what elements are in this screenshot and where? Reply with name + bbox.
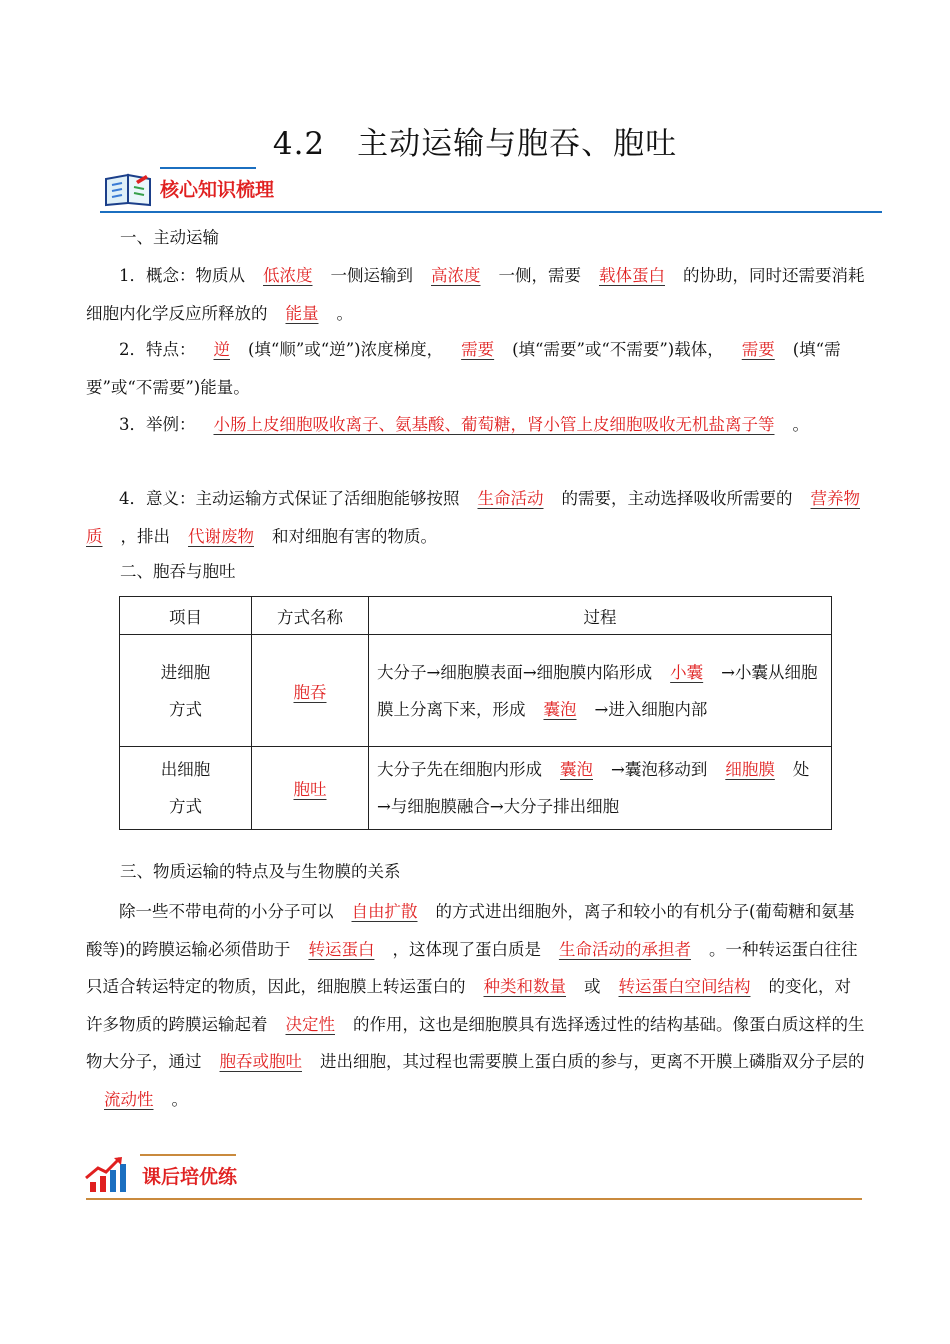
answer-blank: 低浓度	[263, 266, 313, 285]
answer-blank: 流动性	[104, 1089, 154, 1109]
answer-blank: 转运蛋白	[308, 939, 375, 959]
answer-blank: 囊泡	[560, 760, 593, 779]
text: 。一种转运蛋白往往只适合转运特定的物质，因此，细胞膜上转运蛋白的	[86, 939, 858, 996]
header-cell: 方式名称	[252, 597, 369, 635]
process-cell	[369, 747, 832, 830]
answer-blank: 胞吞或胞吐	[219, 1052, 302, 1071]
answer-blank: 胞吐	[293, 780, 327, 799]
answer-blank: 生命活动的承担者	[558, 939, 691, 959]
part1-item1	[86, 257, 866, 332]
text: 1．概念：物质从	[119, 266, 245, 285]
answer-blank: 小囊	[670, 662, 704, 682]
answer-blank: 载体蛋白	[599, 266, 665, 285]
answer-blank: 需要	[741, 340, 775, 359]
answer-blank: 逆	[213, 340, 230, 359]
answer-blank: 需要	[461, 340, 495, 359]
text: 。	[171, 1089, 188, 1109]
text: 。	[336, 303, 353, 323]
text: 大分子先在细胞内形成	[377, 760, 542, 779]
part1-item3	[86, 406, 866, 444]
growth-chart-icon	[84, 1156, 130, 1196]
table-header-row	[120, 597, 832, 635]
text: 方式	[169, 699, 202, 719]
text: 进出细胞，其过程也需要膜上蛋白质的参与，更离不开膜上磷脂双分子层的	[320, 1052, 865, 1071]
text: 出细胞	[160, 760, 211, 779]
name-cell	[252, 747, 369, 830]
text: 大分子→细胞膜表面→细胞膜内陷形成	[377, 662, 653, 682]
answer-blank: 高浓度	[431, 266, 481, 285]
text: 。	[792, 415, 809, 434]
answer-blank: 囊泡	[543, 699, 577, 719]
section-label: 核心知识梳理	[160, 179, 275, 201]
text: (填“需要”或“不需要”)能量。	[86, 340, 841, 397]
book-icon	[102, 169, 156, 209]
text: 和对细胞有害的物质。	[272, 526, 437, 546]
text: 的方式进出细胞外，离子和较小的有机分子(葡萄糖和氨基酸等)的跨膜运输必须借助于	[86, 902, 855, 959]
text: 进细胞	[160, 662, 211, 682]
text: 除一些不带电荷的小分子可以	[119, 902, 334, 921]
answer-blank: 营养物质	[86, 489, 860, 546]
text: 4．意义：主动运输方式保证了活细胞能够按照	[119, 489, 460, 508]
header-top-rule	[140, 1154, 236, 1156]
part1-item4	[86, 480, 866, 555]
answer-blank: 胞吞	[293, 682, 327, 702]
text: 方式	[169, 797, 202, 816]
text: 的需要，主动选择吸收所需要的	[561, 489, 793, 508]
text: (填“需要”或“不需要”)载体，	[512, 340, 724, 359]
table-row	[120, 635, 832, 747]
header-bottom-rule	[86, 1198, 862, 1200]
answer-blank: 小肠上皮细胞吸收离子、氨基酸、葡萄糖，肾小管上皮细胞吸收无机盐离子等	[213, 415, 775, 434]
answer-blank: 转运蛋白空间结构	[618, 977, 751, 996]
table-row	[120, 747, 832, 830]
answer-blank: 代谢废物	[188, 526, 254, 546]
text: 的变化，对许多物质的跨膜运输起着	[86, 977, 851, 1034]
item-cell	[120, 747, 252, 830]
section-header-after-class	[100, 1154, 882, 1204]
text: ，排出	[120, 526, 170, 546]
answer-blank: 细胞膜	[725, 760, 775, 779]
text: ，这体现了蛋白质是	[392, 939, 541, 959]
page-title: 4.2 主动运输与胞吞、胞吐	[272, 126, 678, 162]
process-cell	[369, 635, 832, 747]
part1-heading: 一、主动运输	[120, 228, 219, 247]
text: 或	[584, 977, 601, 996]
text: →囊泡移动到	[611, 760, 708, 779]
part3-heading: 三、物质运输的特点及与生物膜的关系	[120, 862, 401, 881]
header-cell: 项目	[120, 597, 252, 635]
part2-heading: 二、胞吞与胞吐	[120, 562, 236, 581]
item-cell	[120, 635, 252, 747]
text: 一侧，需要	[498, 266, 581, 285]
answer-blank: 能量	[285, 303, 319, 323]
answer-blank: 种类和数量	[483, 977, 566, 996]
answer-blank: 自由扩散	[351, 902, 418, 921]
text: 的协助，同时还需要消耗细胞内化学反应所释放的	[86, 266, 865, 323]
text: 处→与细胞膜融合→大分子排出细胞	[377, 760, 810, 816]
part3-paragraph	[86, 893, 866, 1118]
header-cell: 过程	[369, 597, 832, 635]
text: 一侧运输到	[330, 266, 413, 285]
answer-blank: 决定性	[285, 1014, 335, 1034]
header-top-rule	[160, 167, 256, 169]
text: 2．特点：	[119, 340, 196, 359]
text: (填“顺”或“逆”)浓度梯度，	[248, 340, 444, 359]
section-label: 课后培优练	[142, 1166, 238, 1188]
answer-blank: 生命活动	[477, 489, 544, 508]
text: 3．举例：	[119, 415, 196, 434]
text: →小囊从细胞膜上分离下来，形成	[377, 662, 818, 719]
endocytosis-exocytosis-table	[119, 596, 832, 830]
part1-item2	[86, 331, 866, 406]
section-header-core-knowledge	[100, 167, 882, 217]
name-cell	[252, 635, 369, 747]
text: →进入细胞内部	[594, 699, 708, 719]
text: 的作用，这也是细胞膜具有选择透过性的结构基础。像蛋白质这样的生物大分子，通过	[86, 1014, 865, 1071]
header-bottom-rule	[100, 211, 882, 213]
